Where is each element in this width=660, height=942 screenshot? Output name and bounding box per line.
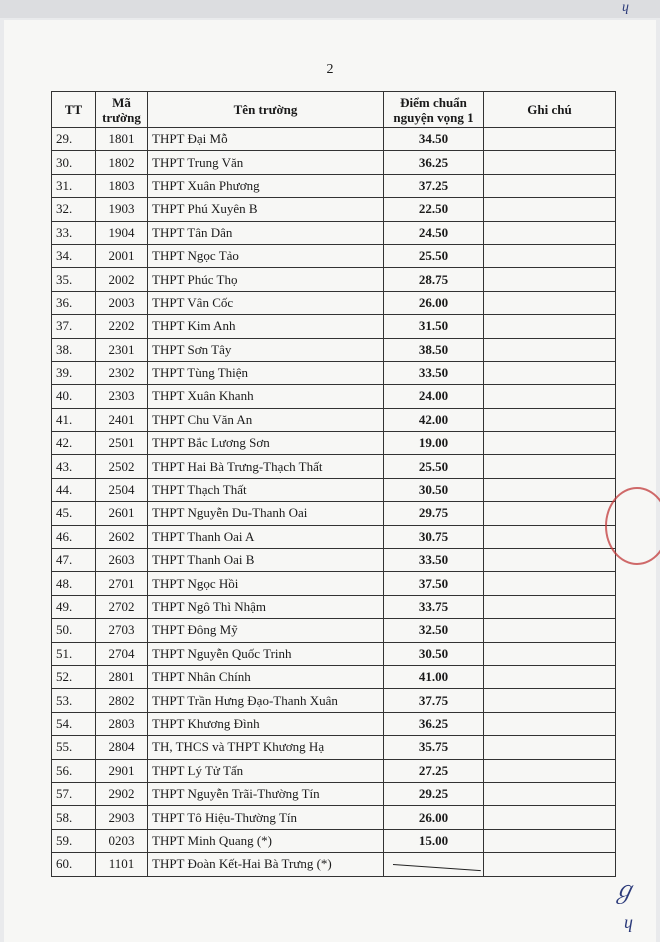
admission-score: 33.50 bbox=[384, 361, 484, 384]
admission-score: 26.00 bbox=[384, 806, 484, 829]
school-code: 2902 bbox=[96, 782, 148, 805]
note-cell bbox=[484, 806, 616, 829]
admission-score: 30.50 bbox=[384, 478, 484, 501]
note-cell bbox=[484, 244, 616, 267]
row-number: 37. bbox=[52, 315, 96, 338]
admission-score: 33.75 bbox=[384, 595, 484, 618]
admission-score: 29.25 bbox=[384, 782, 484, 805]
school-name: THPT Ngô Thì Nhậm bbox=[148, 595, 384, 618]
admission-score: 19.00 bbox=[384, 432, 484, 455]
admission-score: 28.75 bbox=[384, 268, 484, 291]
school-code: 2303 bbox=[96, 385, 148, 408]
school-code: 1801 bbox=[96, 128, 148, 151]
table-row bbox=[52, 268, 616, 291]
table-row bbox=[52, 619, 616, 642]
admission-score: 37.75 bbox=[384, 689, 484, 712]
note-cell bbox=[484, 315, 616, 338]
note-cell bbox=[484, 525, 616, 548]
row-number: 60. bbox=[52, 853, 96, 876]
admission-score: 38.50 bbox=[384, 338, 484, 361]
row-number: 50. bbox=[52, 619, 96, 642]
row-number: 36. bbox=[52, 291, 96, 314]
note-cell bbox=[484, 385, 616, 408]
school-code: 2003 bbox=[96, 291, 148, 314]
admission-score: 37.25 bbox=[384, 174, 484, 197]
row-number: 42. bbox=[52, 432, 96, 455]
school-code: 2502 bbox=[96, 455, 148, 478]
school-code: 1904 bbox=[96, 221, 148, 244]
table-row bbox=[52, 221, 616, 244]
school-name: THPT Phúc Thọ bbox=[148, 268, 384, 291]
page-number: 2 bbox=[326, 62, 334, 77]
admission-score: 31.50 bbox=[384, 315, 484, 338]
school-name: THPT Vân Cốc bbox=[148, 291, 384, 314]
admission-score: 36.25 bbox=[384, 151, 484, 174]
note-cell bbox=[484, 198, 616, 221]
school-name: THPT Đông Mỹ bbox=[148, 619, 384, 642]
row-number: 30. bbox=[52, 151, 96, 174]
row-number: 49. bbox=[52, 595, 96, 618]
admission-score: 30.75 bbox=[384, 525, 484, 548]
admission-score: 15.00 bbox=[384, 829, 484, 852]
note-cell bbox=[484, 338, 616, 361]
table-row bbox=[52, 806, 616, 829]
school-name: THPT Kim Anh bbox=[148, 315, 384, 338]
school-name: THPT Đại Mỗ bbox=[148, 128, 384, 151]
note-cell bbox=[484, 502, 616, 525]
school-name: THPT Xuân Phương bbox=[148, 174, 384, 197]
table-row bbox=[52, 128, 616, 151]
row-number: 45. bbox=[52, 502, 96, 525]
admission-score: 30.50 bbox=[384, 642, 484, 665]
row-number: 31. bbox=[52, 174, 96, 197]
school-name: THPT Lý Tử Tấn bbox=[148, 759, 384, 782]
handwritten-initial-icon: ɥ bbox=[622, 0, 629, 15]
admission-score: 35.75 bbox=[384, 736, 484, 759]
table-header-row bbox=[52, 92, 616, 128]
table-row bbox=[52, 408, 616, 431]
table-row bbox=[52, 829, 616, 852]
row-number: 53. bbox=[52, 689, 96, 712]
note-cell bbox=[484, 455, 616, 478]
table-row bbox=[52, 338, 616, 361]
table-row bbox=[52, 174, 616, 197]
header-score-line2: nguyện vọng 1 bbox=[393, 109, 474, 125]
table-row bbox=[52, 712, 616, 735]
school-name: THPT Nguyễn Trãi-Thường Tín bbox=[148, 782, 384, 805]
school-code: 2704 bbox=[96, 642, 148, 665]
school-name: THPT Thanh Oai A bbox=[148, 525, 384, 548]
table-row bbox=[52, 572, 616, 595]
school-name: THPT Hai Bà Trưng-Thạch Thất bbox=[148, 455, 384, 478]
note-cell bbox=[484, 759, 616, 782]
school-code: 2803 bbox=[96, 712, 148, 735]
table-row bbox=[52, 244, 616, 267]
table-row bbox=[52, 665, 616, 688]
school-name: THPT Tân Dân bbox=[148, 221, 384, 244]
school-name: THPT Nguyễn Quốc Trinh bbox=[148, 642, 384, 665]
school-name: THPT Trung Văn bbox=[148, 151, 384, 174]
row-number: 59. bbox=[52, 829, 96, 852]
note-cell bbox=[484, 268, 616, 291]
admission-score: 25.50 bbox=[384, 455, 484, 478]
header-tt: TT bbox=[52, 92, 96, 128]
note-cell bbox=[484, 782, 616, 805]
admission-score-table bbox=[51, 91, 616, 877]
row-number: 33. bbox=[52, 221, 96, 244]
school-name: THPT Phú Xuyên B bbox=[148, 198, 384, 221]
header-school-code bbox=[96, 92, 148, 128]
table-row bbox=[52, 291, 616, 314]
admission-score: 34.50 bbox=[384, 128, 484, 151]
note-cell bbox=[484, 291, 616, 314]
note-cell bbox=[484, 829, 616, 852]
row-number: 39. bbox=[52, 361, 96, 384]
note-cell bbox=[484, 128, 616, 151]
header-score-line1: Điểm chuẩn bbox=[400, 94, 467, 110]
table-row bbox=[52, 315, 616, 338]
table-row bbox=[52, 595, 616, 618]
school-name: THPT Tùng Thiện bbox=[148, 361, 384, 384]
school-name: THPT Thạch Thất bbox=[148, 478, 384, 501]
header-school-name: Tên trường bbox=[148, 92, 384, 128]
signature-icon: ℊ bbox=[612, 878, 636, 904]
row-number: 29. bbox=[52, 128, 96, 151]
row-number: 57. bbox=[52, 782, 96, 805]
table-row bbox=[52, 853, 616, 876]
note-cell bbox=[484, 408, 616, 431]
header-score bbox=[384, 92, 484, 128]
red-seal-stamp bbox=[605, 487, 660, 565]
table-row bbox=[52, 385, 616, 408]
school-name: THPT Khương Đình bbox=[148, 712, 384, 735]
table-row bbox=[52, 525, 616, 548]
table-row bbox=[52, 361, 616, 384]
admission-score: 36.25 bbox=[384, 712, 484, 735]
admission-score: 41.00 bbox=[384, 665, 484, 688]
note-cell bbox=[484, 549, 616, 572]
row-number: 43. bbox=[52, 455, 96, 478]
note-cell bbox=[484, 689, 616, 712]
admission-score: 27.25 bbox=[384, 759, 484, 782]
table-row bbox=[52, 151, 616, 174]
row-number: 52. bbox=[52, 665, 96, 688]
school-name: THPT Minh Quang (*) bbox=[148, 829, 384, 852]
school-code: 2903 bbox=[96, 806, 148, 829]
row-number: 34. bbox=[52, 244, 96, 267]
table-row bbox=[52, 736, 616, 759]
header-code-line2: trường bbox=[102, 109, 141, 125]
table-row bbox=[52, 478, 616, 501]
school-name: TH, THCS và THPT Khương Hạ bbox=[148, 736, 384, 759]
viewer-top-strip bbox=[0, 0, 660, 18]
row-number: 58. bbox=[52, 806, 96, 829]
school-code: 2701 bbox=[96, 572, 148, 595]
note-cell bbox=[484, 736, 616, 759]
school-name: THPT Bắc Lương Sơn bbox=[148, 432, 384, 455]
note-cell bbox=[484, 712, 616, 735]
school-code: 1903 bbox=[96, 198, 148, 221]
school-code: 2001 bbox=[96, 244, 148, 267]
school-code: 2301 bbox=[96, 338, 148, 361]
admission-score: 26.00 bbox=[384, 291, 484, 314]
row-number: 55. bbox=[52, 736, 96, 759]
admission-score: 32.50 bbox=[384, 619, 484, 642]
row-number: 35. bbox=[52, 268, 96, 291]
note-cell bbox=[484, 151, 616, 174]
school-code: 2802 bbox=[96, 689, 148, 712]
school-code: 2202 bbox=[96, 315, 148, 338]
school-name: THPT Nhân Chính bbox=[148, 665, 384, 688]
admission-score: 29.75 bbox=[384, 502, 484, 525]
school-name: THPT Tô Hiệu-Thường Tín bbox=[148, 806, 384, 829]
school-code: 0203 bbox=[96, 829, 148, 852]
school-code: 2601 bbox=[96, 502, 148, 525]
school-name: THPT Sơn Tây bbox=[148, 338, 384, 361]
table-row bbox=[52, 549, 616, 572]
note-cell bbox=[484, 572, 616, 595]
admission-score: 22.50 bbox=[384, 198, 484, 221]
school-code: 2501 bbox=[96, 432, 148, 455]
school-code: 2702 bbox=[96, 595, 148, 618]
school-name: THPT Ngọc Tảo bbox=[148, 244, 384, 267]
row-number: 48. bbox=[52, 572, 96, 595]
school-name: THPT Thanh Oai B bbox=[148, 549, 384, 572]
row-number: 47. bbox=[52, 549, 96, 572]
school-code: 2504 bbox=[96, 478, 148, 501]
table-row bbox=[52, 782, 616, 805]
row-number: 56. bbox=[52, 759, 96, 782]
row-number: 51. bbox=[52, 642, 96, 665]
table-row bbox=[52, 198, 616, 221]
row-number: 32. bbox=[52, 198, 96, 221]
note-cell bbox=[484, 361, 616, 384]
school-code: 2901 bbox=[96, 759, 148, 782]
row-number: 41. bbox=[52, 408, 96, 431]
table-row bbox=[52, 642, 616, 665]
school-code: 2302 bbox=[96, 361, 148, 384]
table-row bbox=[52, 689, 616, 712]
school-code: 2703 bbox=[96, 619, 148, 642]
admission-score: 37.50 bbox=[384, 572, 484, 595]
table-row bbox=[52, 432, 616, 455]
note-cell bbox=[484, 595, 616, 618]
school-code: 2401 bbox=[96, 408, 148, 431]
note-cell bbox=[484, 642, 616, 665]
table-row bbox=[52, 502, 616, 525]
admission-score: 24.00 bbox=[384, 385, 484, 408]
row-number: 46. bbox=[52, 525, 96, 548]
school-name: THPT Ngọc Hồi bbox=[148, 572, 384, 595]
note-cell bbox=[484, 221, 616, 244]
header-code-line1: Mã bbox=[112, 94, 131, 110]
admission-score: 25.50 bbox=[384, 244, 484, 267]
school-code: 2804 bbox=[96, 736, 148, 759]
note-cell bbox=[484, 619, 616, 642]
row-number: 38. bbox=[52, 338, 96, 361]
school-code: 1802 bbox=[96, 151, 148, 174]
school-code: 2602 bbox=[96, 525, 148, 548]
row-number: 54. bbox=[52, 712, 96, 735]
school-name: THPT Đoàn Kết-Hai Bà Trưng (*) bbox=[148, 853, 384, 876]
handwritten-initial-icon-bottom: ɥ bbox=[624, 912, 633, 932]
row-number: 40. bbox=[52, 385, 96, 408]
note-cell bbox=[484, 853, 616, 876]
school-code: 1101 bbox=[96, 853, 148, 876]
school-code: 2002 bbox=[96, 268, 148, 291]
note-cell bbox=[484, 174, 616, 197]
table-row bbox=[52, 455, 616, 478]
school-name: THPT Xuân Khanh bbox=[148, 385, 384, 408]
admission-score: 24.50 bbox=[384, 221, 484, 244]
header-note: Ghi chú bbox=[484, 92, 616, 128]
school-name: THPT Chu Văn An bbox=[148, 408, 384, 431]
school-name: THPT Trần Hưng Đạo-Thanh Xuân bbox=[148, 689, 384, 712]
admission-score: 33.50 bbox=[384, 549, 484, 572]
note-cell bbox=[484, 432, 616, 455]
school-name: THPT Nguyễn Du-Thanh Oai bbox=[148, 502, 384, 525]
note-cell bbox=[484, 665, 616, 688]
row-number: 44. bbox=[52, 478, 96, 501]
school-code: 1803 bbox=[96, 174, 148, 197]
school-code: 2603 bbox=[96, 549, 148, 572]
admission-score: 42.00 bbox=[384, 408, 484, 431]
school-code: 2801 bbox=[96, 665, 148, 688]
table-row bbox=[52, 759, 616, 782]
note-cell bbox=[484, 478, 616, 501]
